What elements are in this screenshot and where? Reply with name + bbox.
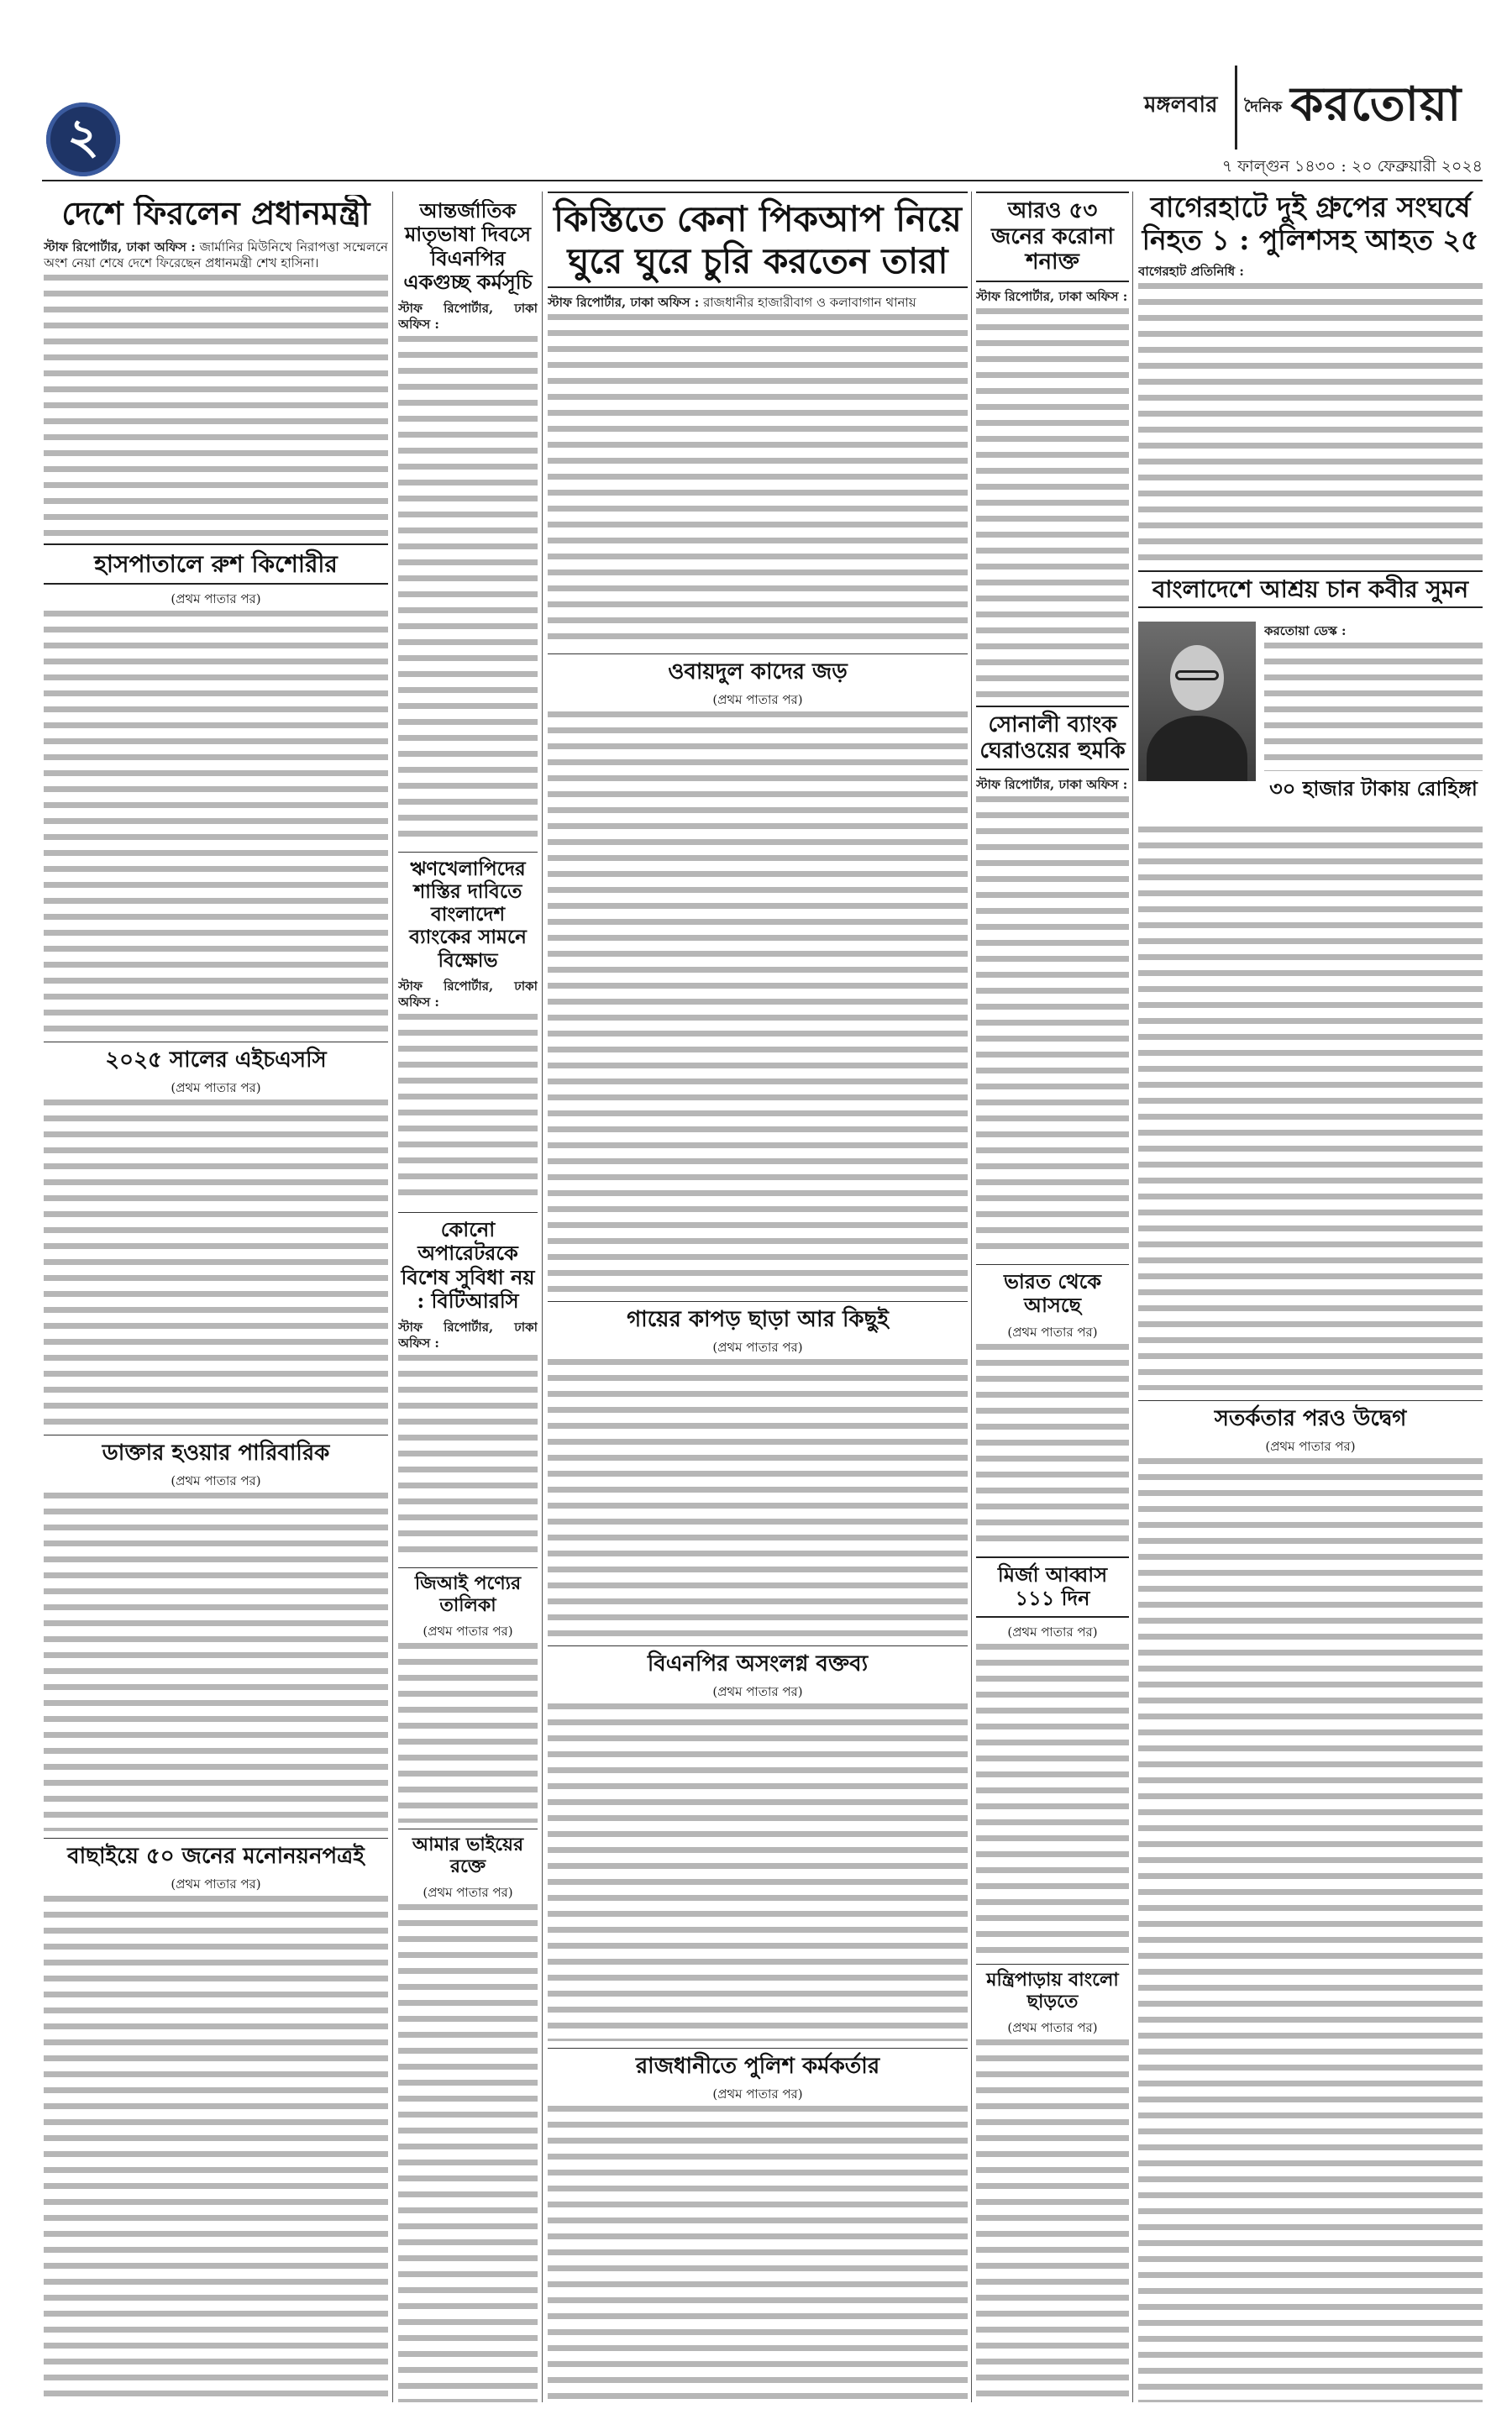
continued-label: (প্রথম পাতার পর) (1265, 1438, 1356, 1454)
text-lines (1138, 1458, 1483, 2402)
column-rule (392, 192, 393, 2402)
column-rule (971, 192, 972, 2402)
text-lines (44, 1896, 388, 2402)
article-brothers-blood (398, 1829, 538, 2402)
body-text: রাজধানীর হাজারীবাগ ও কলাবাগান থানায় (703, 295, 916, 311)
text-lines (398, 1014, 538, 1205)
text-lines (976, 2039, 1129, 2402)
text-lines (398, 1355, 538, 1561)
article-bnp-statement (548, 1645, 968, 2041)
continued-label: (প্রথম পাতার পর) (1007, 1324, 1098, 1340)
text-lines (44, 1493, 388, 1831)
headline: গায়ের কাপড় ছাড়া আর কিছুই (548, 1301, 968, 1333)
byline: স্টাফ রিপোর্টার, ঢাকা অফিস : (398, 301, 538, 333)
column-rule (542, 192, 543, 2402)
column-rule (1132, 192, 1133, 2402)
article-pickup-theft (548, 192, 968, 647)
headline: কিস্তিতে কেনা পিকআপ নিয়ে ঘুরে ঘুরে চুরি করতেন তারা (548, 192, 968, 288)
headline: আমার ভাইয়ের রক্তে (398, 1829, 538, 1878)
byline: স্টাফ রিপোর্টার, ঢাকা অফিস : (398, 1320, 538, 1351)
article-nominations (44, 1838, 388, 2402)
article-bnp-program (398, 199, 538, 844)
photo-glasses (1175, 670, 1219, 680)
continued-label: (প্রথম পাতার পর) (712, 1339, 803, 1355)
article-clothes (548, 1301, 968, 1639)
header-rule (42, 180, 1483, 181)
headline: জিআই পণ্যের তালিকা (398, 1567, 538, 1617)
headline: দেশে ফিরলেন প্রধানমন্ত্রী (61, 195, 370, 232)
continued-label: (প্রথম পাতার পর) (423, 1884, 513, 1900)
article-bagerhat-clash (1138, 192, 1483, 563)
headline: বাংলাদেশে আশ্রয় চান কবীর সুমন (1138, 570, 1483, 608)
article-body (44, 239, 388, 271)
headline: মির্জা আব্বাস ১১১ দিন (976, 1556, 1129, 1618)
text-lines (44, 1100, 388, 1428)
text-lines (1264, 643, 1483, 771)
continued-label: (প্রথম পাতার পর) (712, 1683, 803, 1699)
article-body (976, 289, 1129, 305)
headline: বাগেরহাটে দুই গ্রুপের সংঘর্ষে নিহত ১ : পুলিশসহ আহত ২৫ (1142, 192, 1479, 256)
article-mirza-abbas (976, 1556, 1129, 1957)
page-number-badge (46, 102, 120, 176)
text-lines (548, 1703, 968, 2041)
byline: স্টাফ রিপোর্টার, ঢাকা অফিস : (548, 295, 700, 311)
article-gi-products (398, 1567, 538, 1823)
article-obaidul-quader (548, 653, 968, 1294)
continued-label: (প্রথম পাতার পর) (1007, 2019, 1098, 2035)
article-sonali-bank (976, 706, 1129, 1257)
continued-label: (প্রথম পাতার পর) (171, 1472, 261, 1488)
byline: করতোয়া ডেস্ক : (1264, 623, 1347, 638)
article-body (1138, 264, 1483, 280)
headline: ৩০ হাজার টাকায় রোহিঙ্গা (1269, 777, 1478, 800)
headline: ২০২৫ সালের এইচএসসি (44, 1042, 388, 1073)
continued-label: (প্রথম পাতার পর) (1007, 1624, 1098, 1640)
page-number: ২ (67, 107, 99, 165)
headline: ঋণখেলাপিদের শাস্তির দাবিতে বাংলাদেশ ব্যাংকের সামনে বিক্ষোভ (398, 852, 538, 972)
text-lines (548, 711, 968, 1294)
continued-label: (প্রথম পাতার পর) (712, 2086, 803, 2102)
article-caution (1138, 1400, 1483, 2402)
headline: হাসপাতালে রুশ কিশোরীর (44, 543, 388, 585)
article-kabir-suman-headline (1138, 570, 1483, 617)
continued-label: (প্রথম পাতার পর) (423, 1623, 513, 1639)
article-from-india (976, 1264, 1129, 1550)
article-body (548, 295, 968, 311)
headline: ওবায়দুল কাদের জড় (548, 653, 968, 685)
article-police-officer (548, 2048, 968, 2402)
headline: ডাক্তার হওয়ার পারিবারিক (44, 1435, 388, 1467)
headline: সতর্কতার পরও উদ্বেগ (1138, 1400, 1483, 1432)
headline: বাছাইয়ে ৫০ জনের মনোনয়নপত্রই (44, 1838, 388, 1870)
text-lines (1138, 283, 1483, 563)
continued-label: (প্রথম পাতার পর) (171, 591, 261, 607)
text-lines (976, 796, 1129, 1257)
continued-label: (প্রথম পাতার পর) (712, 691, 803, 707)
article-body (398, 301, 538, 333)
byline: স্টাফ রিপোর্টার, ঢাকা অফিস : (976, 289, 1128, 305)
byline: স্টাফ রিপোর্টার, ঢাকা অফিস : (398, 978, 538, 1010)
text-lines (548, 314, 968, 647)
article-hsc-2025 (44, 1042, 388, 1428)
headline: সোনালী ব্যাংক ঘেরাওয়ের হুমকি (976, 706, 1129, 770)
text-lines (976, 308, 1129, 699)
masthead-small-label: দৈনিক (1244, 97, 1283, 116)
headline: কোনো অপারেটরকে বিশেষ সুবিধা নয় : বিটিআরসি (398, 1212, 538, 1313)
article-loan-defaulters (398, 852, 538, 1205)
headline: মন্ত্রিপাড়ায় বাংলো ছাড়তে (976, 1964, 1129, 2013)
article-ministers-bungalow (976, 1964, 1129, 2402)
article-body (976, 777, 1129, 793)
weekday: মঙ্গলবার (1144, 92, 1218, 118)
text-lines (976, 1344, 1129, 1550)
text-lines (398, 1643, 538, 1823)
text-lines (398, 336, 538, 844)
headline: আন্তর্জাতিক মাতৃভাষা দিবসে বিএনপির একগুচ্ছ কর্মসূচি (403, 199, 533, 294)
article-rohingya (1264, 777, 1483, 816)
kabir-suman-photo (1138, 622, 1256, 781)
masthead-name: করতোয়া (1290, 76, 1462, 132)
continued-label: (প্রথম পাতার পর) (171, 1079, 261, 1095)
photo-figure (1147, 716, 1247, 781)
article-body (1264, 623, 1483, 639)
article-pm-returns (44, 195, 388, 538)
masthead (1235, 66, 1483, 150)
text-lines (976, 1644, 1129, 1957)
text-lines (44, 611, 388, 1035)
article-body (398, 979, 538, 1010)
text-lines (44, 275, 388, 538)
article-body (398, 1320, 538, 1351)
headline: আরও ৫৩ জনের করোনা শনাক্ত (976, 192, 1129, 282)
text-lines (1138, 827, 1483, 1390)
article-rohingya-body (1138, 823, 1483, 1390)
article-russian-girl (44, 543, 388, 1035)
text-lines (548, 2106, 968, 2402)
text-lines (548, 1359, 968, 1639)
continued-label: (প্রথম পাতার পর) (171, 1876, 261, 1892)
headline: রাজধানীতে পুলিশ কর্মকর্তার (548, 2048, 968, 2080)
article-btrc (398, 1212, 538, 1561)
issue-date: ৭ ফাল্গুন ১৪৩০ : ২০ ফেব্রুয়ারী ২০২৪ (1221, 157, 1483, 176)
byline: বাগেরহাট প্রতিনিধি : (1138, 263, 1244, 279)
byline: স্টাফ রিপোর্টার, ঢাকা অফিস : (976, 777, 1128, 793)
article-kabir-suman (1264, 623, 1483, 771)
article-doctor-family (44, 1435, 388, 1831)
article-corona (976, 192, 1129, 699)
headline: ভারত থেকে আসছে (976, 1264, 1129, 1318)
body-text: জার্মানির মিউনিখে নিরাপত্তা সম্মেলনে অংশ নেয়া শেষে দেশে ফিরেছেন প্রধানমন্ত্রী শেখ হাসিনা। (44, 239, 388, 270)
headline: বিএনপির অসংলগ্ন বক্তব্য (548, 1645, 968, 1677)
text-lines (398, 1904, 538, 2402)
byline: স্টাফ রিপোর্টার, ঢাকা অফিস : (44, 239, 196, 255)
